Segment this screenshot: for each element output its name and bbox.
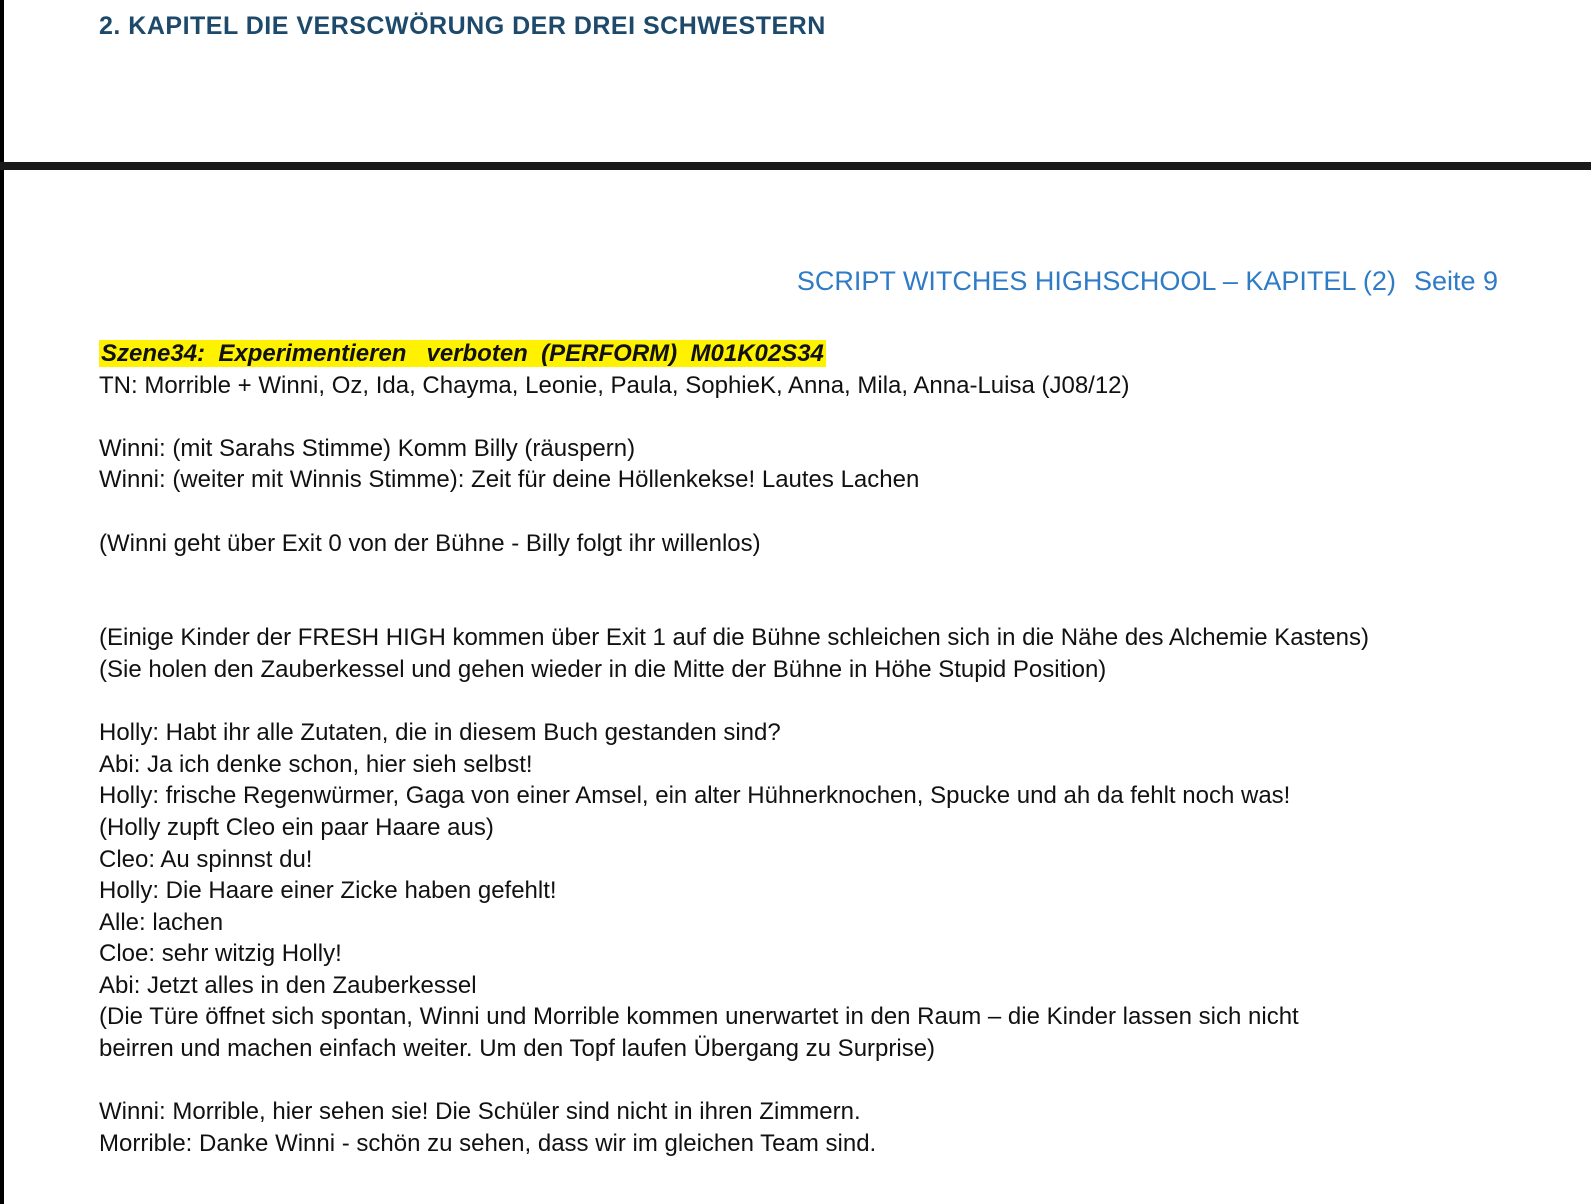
script-line: Winni: (weiter mit Winnis Stimme): Zeit für deine Höllenkekse! Lautes Lachen	[99, 466, 920, 494]
page-divider	[0, 162, 1591, 170]
script-line: (Einige Kinder der FRESH HIGH kommen über Exit 1 auf die Bühne schleichen sich in die Nähe des Alchemie Kastens)	[99, 624, 1369, 652]
scene-participants: TN: Morrible + Winni, Oz, Ida, Chayma, Leonie, Paula, SophieK, Anna, Mila, Anna-Luisa (J08/12)	[99, 371, 1130, 399]
script-line	[99, 686, 1539, 718]
script-line: Holly: Habt ihr alle Zutaten, die in diesem Buch gestanden sind?	[99, 719, 781, 747]
page-left-border	[0, 0, 4, 1204]
script-line: Abi: Jetzt alles in den Zauberkessel	[99, 971, 477, 999]
scene-title-text: Szene34: Experimentieren verboten (PERFORM) M01K02S34	[101, 340, 824, 367]
script-line: Cleo: Au spinnst du!	[99, 845, 313, 873]
script-line: Alle: lachen	[99, 908, 224, 936]
chapter-heading: 2. KAPITEL DIE VERSCWÖRUNG DER DREI SCHWESTERN	[99, 12, 826, 40]
script-line	[99, 401, 1539, 433]
script-line: (Sie holen den Zauberkessel und gehen wieder in die Mitte der Bühne in Höhe Stupid Position)	[99, 655, 1107, 683]
script-line: Morrible: Danke Winni - schön zu sehen, dass wir im gleichen Team sind.	[99, 1129, 877, 1157]
script-line: Holly: Die Haare einer Zicke haben gefehlt!	[99, 877, 557, 905]
script-line: (Winni geht über Exit 0 von der Bühne - Billy folgt ihr willenlos)	[99, 529, 761, 557]
script-line	[99, 559, 1539, 591]
script-line: Holly: frische Regenwürmer, Gaga von einer Amsel, ein alter Hühnerknochen, Spucke und ah da fehlt noch was!	[99, 782, 1291, 810]
script-line: (Die Türe öffnet sich spontan, Winni und Morrible kommen unerwartet in den Raum – die Kinder lassen sich nicht	[99, 1003, 1299, 1031]
scene-title	[99, 338, 1539, 370]
script-line: Abi: Ja ich denke schon, hier sieh selbst!	[99, 750, 533, 778]
script-line: Winni: Morrible, hier sehen sie! Die Schüler sind nicht in ihren Zimmern.	[99, 1098, 861, 1126]
script-line	[99, 496, 1539, 528]
script-line	[99, 1065, 1539, 1097]
script-line: beirren und machen einfach weiter. Um den Topf laufen Übergang zu Surprise)	[99, 1035, 936, 1063]
page-number: Seite 9	[1413, 266, 1498, 296]
script-line	[99, 591, 1539, 623]
script-line: (Holly zupft Cleo ein paar Haare aus)	[99, 813, 494, 841]
script-line: Winni: (mit Sarahs Stimme) Komm Billy (räuspern)	[99, 434, 636, 462]
script-line: Cloe: sehr witzig Holly!	[99, 940, 342, 968]
running-header	[797, 266, 1498, 297]
running-header-title: SCRIPT WITCHES HIGHSCHOOL – KAPITEL (2)	[796, 266, 1396, 296]
script-body	[99, 338, 1539, 1159]
